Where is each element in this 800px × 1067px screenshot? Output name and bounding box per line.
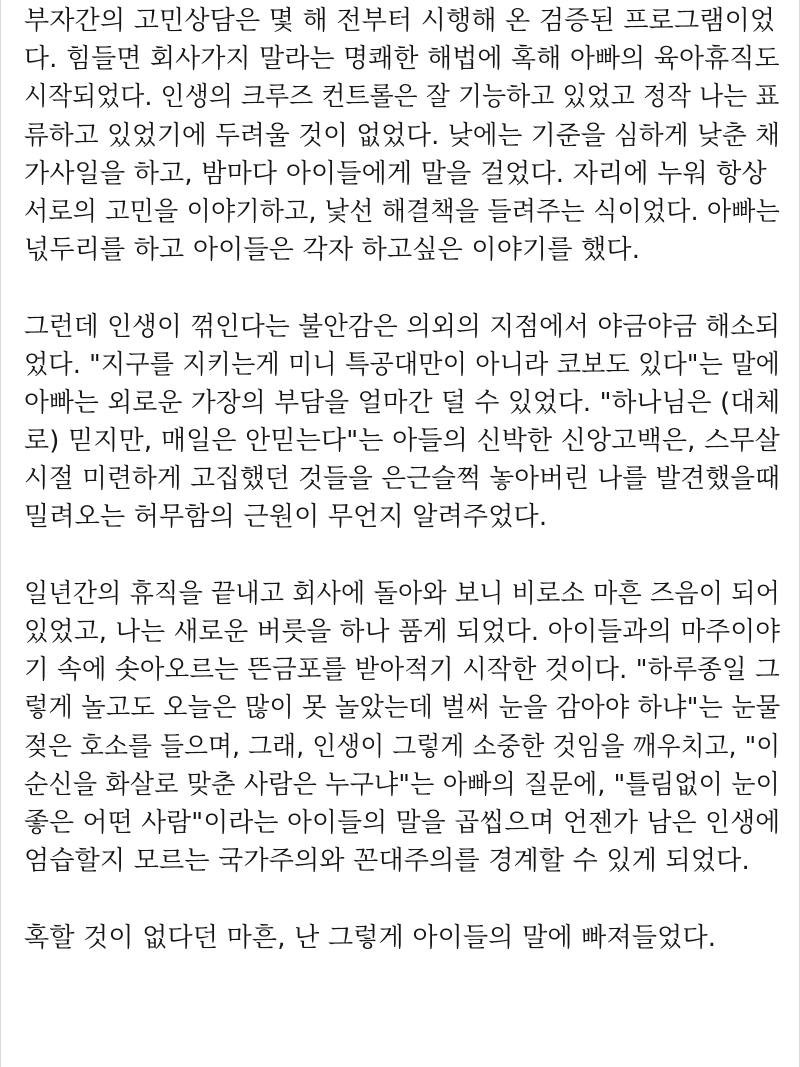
- text-line: 젖은 호소를 들으며, 그래, 인생이 그렇게 소중한 것임을 깨우치고, "이: [24, 731, 781, 762]
- paragraph-1: [24, 2, 784, 269]
- text-line: 아빠는 외로운 가장의 부담을 얼마간 덜 수 있었다. "하나님은 (대체: [24, 387, 781, 418]
- text-line: 가사일을 하고, 밤마다 아이들에게 말을 걸었다. 자리에 누워 항상: [24, 158, 767, 189]
- text-line: 서로의 고민을 이야기하고, 낯선 해결책을 들려주는 식이었다. 아빠는: [24, 196, 781, 227]
- text-line: 었다. "지구를 지키는게 미니 특공대만이 아니라 코보도 있다"는 말에: [24, 349, 781, 380]
- text-line: 좋은 어떤 사람"이라는 아이들의 말을 곱씹으며 언젠가 남은 인생에: [24, 807, 781, 838]
- text-line: 부자간의 고민상담은 몇 해 전부터 시행해 온 검증된 프로그램이었: [24, 6, 776, 36]
- text-line: 렇게 놀고도 오늘은 많이 못 놀았는데 벌써 눈을 감아야 하냐"는 눈물: [24, 693, 781, 724]
- text-line: 있었고, 나는 새로운 버릇을 하나 품게 되었다. 아이들과의 마주이야: [24, 617, 781, 647]
- page-left-edge: [0, 0, 1, 1067]
- essay-body: [24, 2, 784, 995]
- text-line: 순신을 화살로 맞춘 사람은 누구냐"는 아빠의 질문에, "틀림없이 눈이: [24, 769, 781, 800]
- text-line: 시절 미련하게 고집했던 것들을 은근슬쩍 놓아버린 나를 발견했을때: [24, 464, 781, 495]
- text-line: 시작되었다. 인생의 크루즈 컨트롤은 잘 기능하고 있었고 정작 나는 표: [24, 82, 780, 113]
- text-line: 넋두리를 하고 아이들은 각자 하고싶은 이야기를 했다.: [24, 235, 641, 266]
- paragraph-3: [24, 575, 784, 881]
- text-line: 엄습할지 모르는 국가주의와 꼰대주의를 경계할 수 있게 되었다.: [24, 846, 750, 877]
- text-line: 밀려오는 허무함의 근원이 무언지 알려주었다.: [24, 502, 548, 533]
- text-line: 기 속에 솟아오르는 뜬금포를 받아적기 시작한 것이다. "하루종일 그: [24, 655, 780, 686]
- text-line: 그런데 인생이 꺾인다는 불안감은 의외의 지점에서 야금야금 해소되: [24, 311, 781, 342]
- text-line: 일년간의 휴직을 끝내고 회사에 돌아와 보니 비로소 마흔 즈음이 되어: [24, 578, 781, 609]
- text-line: 다. 힘들면 회사가지 말라는 명쾌한 해법에 혹해 아빠의 육아휴직도: [24, 44, 780, 75]
- text-line: 로) 믿지만, 매일은 안믿는다"는 아들의 신박한 신앙고백은, 스무살: [24, 426, 780, 457]
- text-line: 혹할 것이 없다던 마흔, 난 그렇게 아이들의 말에 빠져들었다.: [24, 922, 717, 953]
- paragraph-2: [24, 308, 784, 537]
- text-line: 류하고 있었기에 두려울 것이 없었다. 낮에는 기준을 심하게 낮춘 채: [24, 120, 781, 151]
- paragraph-4: [24, 919, 784, 957]
